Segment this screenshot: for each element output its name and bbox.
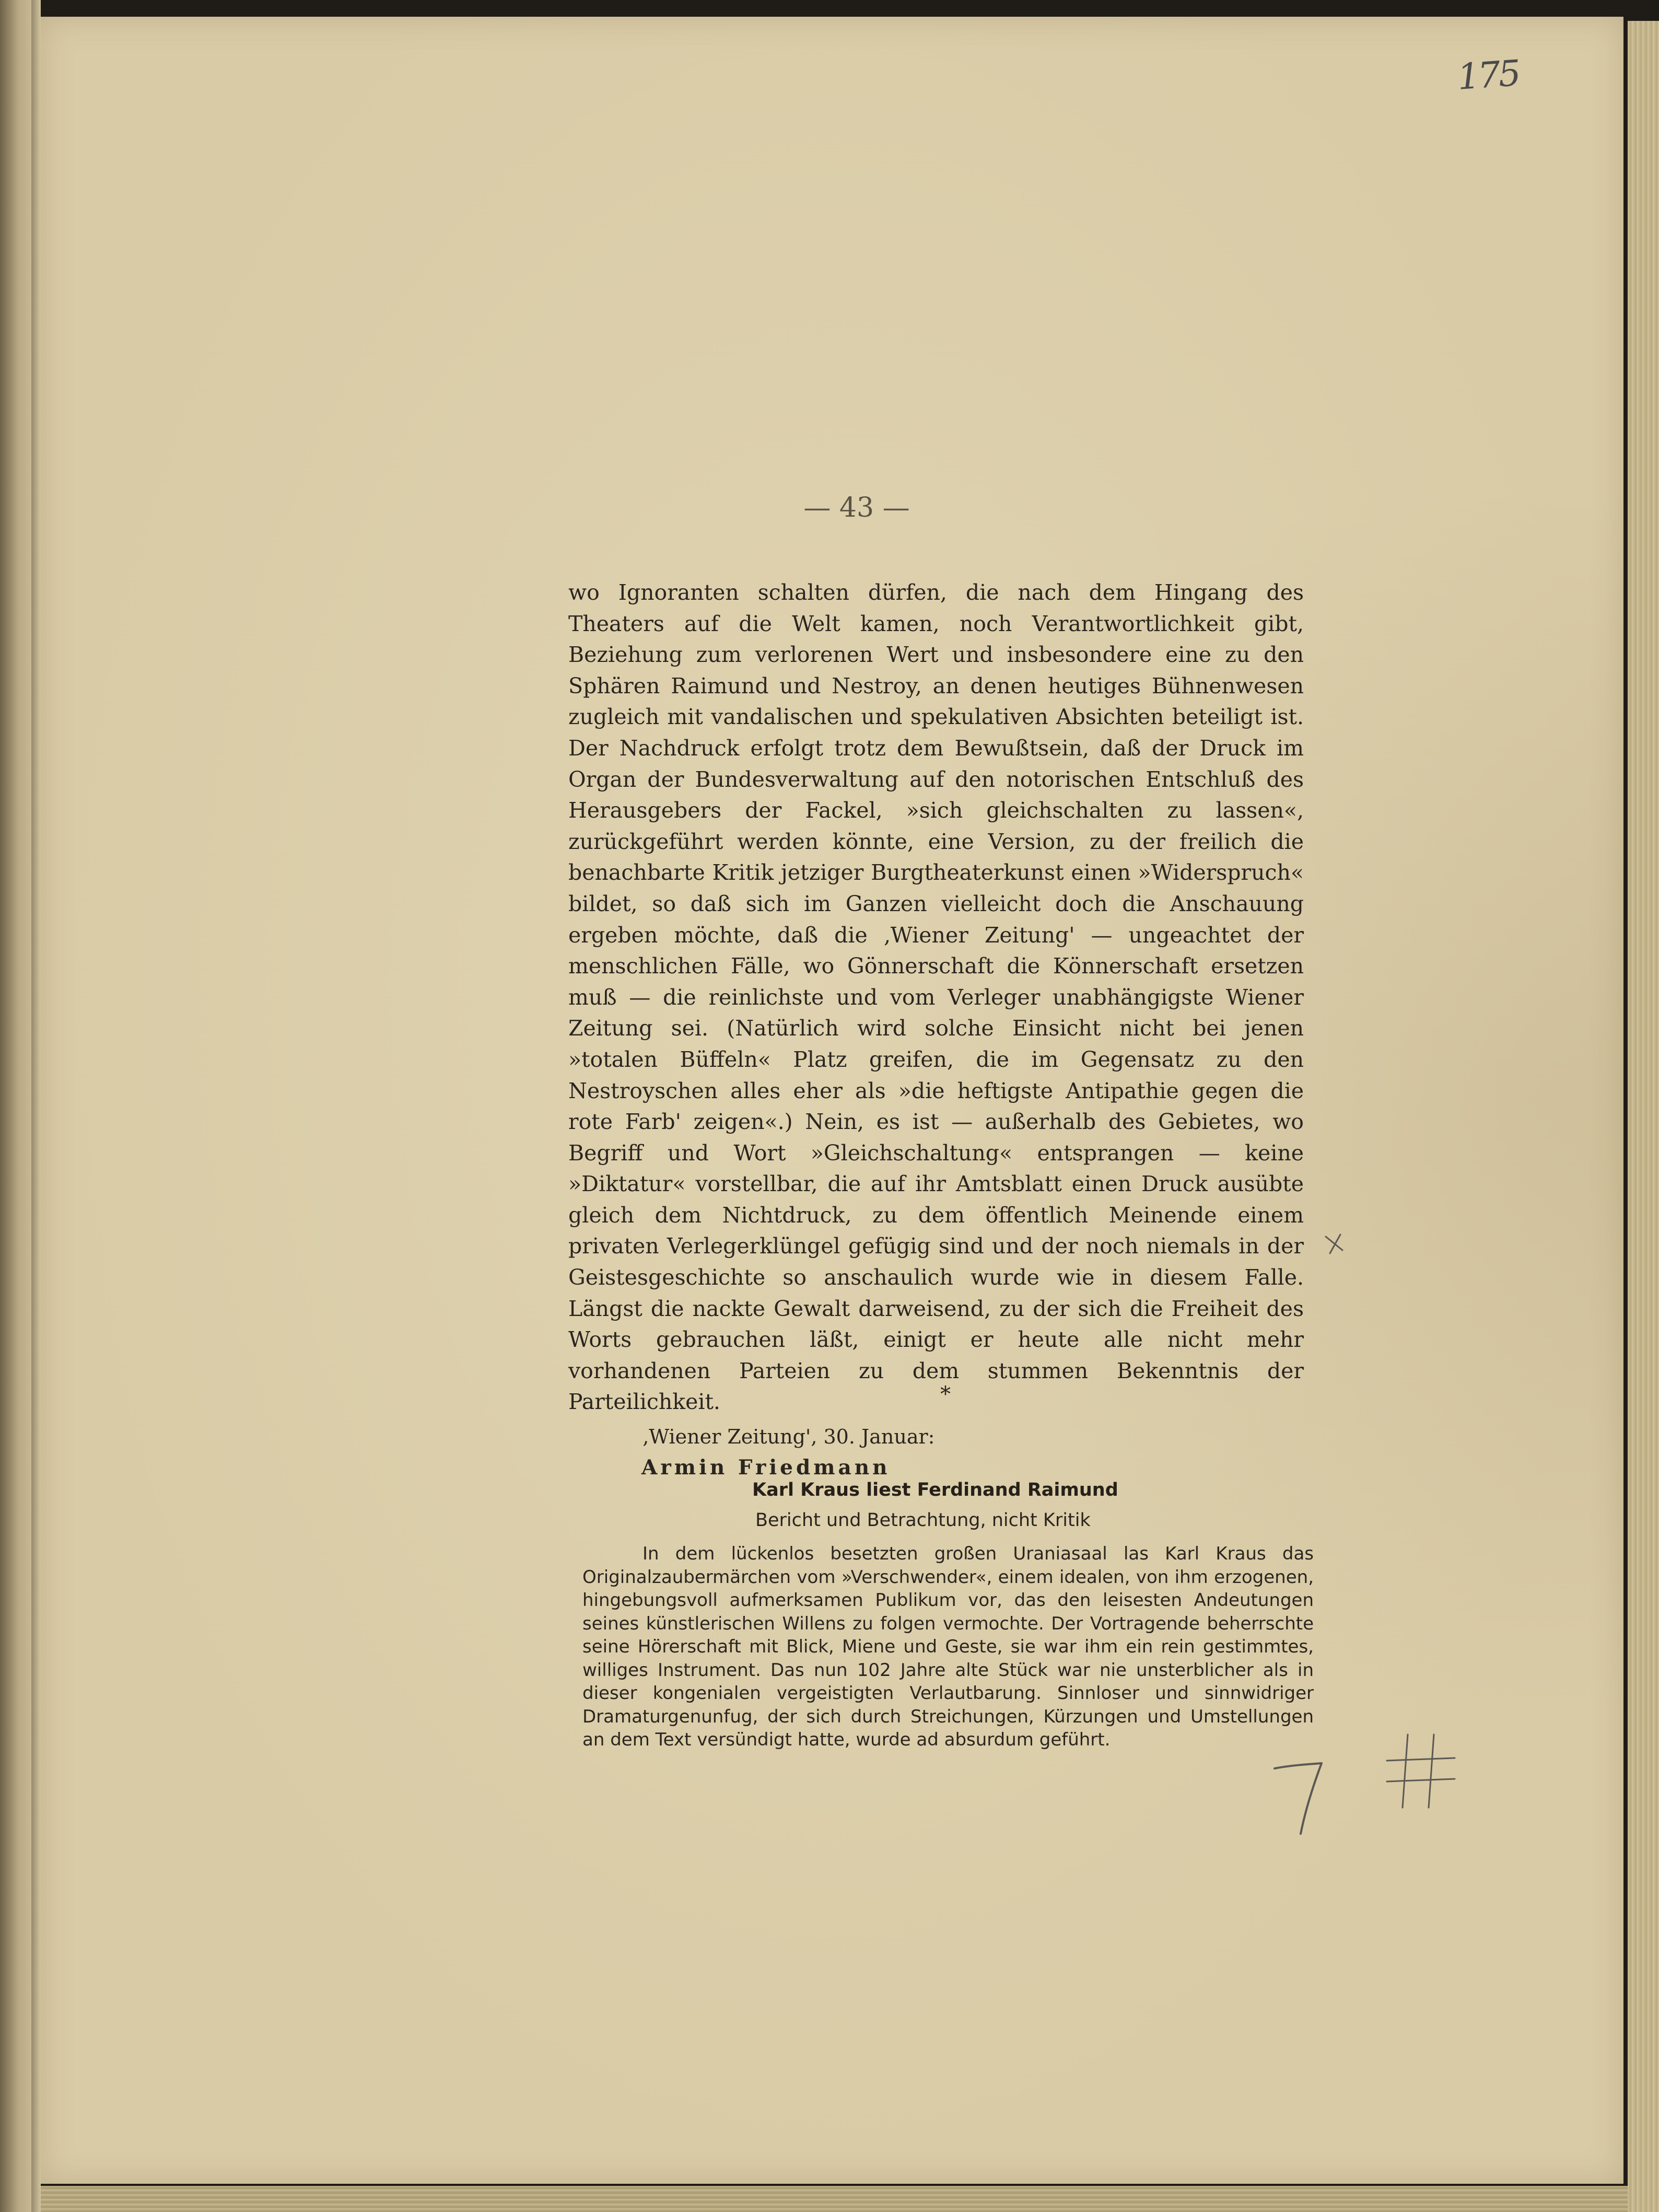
handwritten-folio-number: 175 xyxy=(1456,52,1521,99)
main-paragraph: wo Ignoranten schalten dürfen, die nach dem Hingang des Theaters auf die Welt kamen, noch Verantwortlichkeit gibt, Beziehung zum verlorenen Wert und insbesondere eine zu den Sphären Raimund und Nestroy, an denen heutiges Bühnenwesen zugleich mit vandalischen und spekulativen Absichten beteiligt ist. Der Nachdruck erfolgt trotz dem Bewußtsein, daß der Druck im Organ der Bundesverwaltung auf den notorischen Entschluß des Herausgebers der Fackel, »sich gleichschalten zu lassen«, zurückgeführt werden könnte, eine Version, zu der freilich die benachbarte Kritik jetziger Burgtheaterkunst einen »Widerspruch« bildet, so daß sich im Ganzen vielleicht doch die Anschauung ergeben möchte, daß die ‚Wiener Zeitung' — ungeachtet der menschlichen Fälle, wo Gönnerschaft die Könnerschaft ersetzen muß — die reinlichste und vom Verleger unabhängigste Wiener Zeitung sei. (Natürlich wird solche Einsicht nicht bei jenen »totalen Büffeln« Platz greifen, die im Gegensatz zu den Nestroyschen alles eher als »die heftigste Antipathie gegen die rote Farb' zeigen«.) Nein, es ist — außerhalb des Gebietes, wo Begriff und Wort »Gleichschaltung« entsprangen — keine »Diktatur« vorstellbar, die auf ihr Amtsblatt einen Druck ausübte gleich dem Nichtdruck, zu dem öffentlich Meinende einem privaten Verlegerklüngel gefügig sind und der noch niemals in der Geistesgeschichte so anschaulich wurde wie in diesem Falle. Längst die nackte Gewalt darweisend, zu der sich die Freiheit des Worts gebrauchen läßt, einigt er heute alle nicht mehr vorhandenen Parteien zu dem stummen Bekenntnis der Parteilichkeit. xyxy=(568,580,1304,1415)
source-citation: ‚Wiener Zeitung', 30. Januar: xyxy=(642,1425,935,1448)
right-page-stack xyxy=(1628,21,1659,2212)
page-number: — 43 — xyxy=(803,492,910,523)
article-author: Armin Friedmann xyxy=(641,1456,891,1480)
pencil-seven-mark xyxy=(1269,1758,1327,1836)
left-page-edge xyxy=(0,0,41,2212)
section-separator: * xyxy=(940,1382,951,1406)
pencil-hash-mark xyxy=(1384,1729,1457,1813)
pencil-cross-mark xyxy=(1322,1230,1348,1256)
bottom-page-stack xyxy=(41,2186,1628,2212)
article-subtitle: Bericht und Betrachtung, nicht Kritik xyxy=(755,1510,1091,1531)
article-title: Karl Kraus liest Ferdinand Raimund xyxy=(752,1480,1118,1500)
article-body: In dem lückenlos besetzten großen Uraniasaal las Karl Kraus das Originalzaubermärchen vom »Verschwender«, einem idealen, von ihm erzogenen, hingebungsvoll aufmerksamen Publikum vor, das den leisesten Andeutungen seines künstlerischen Willens zu folgen vermochte. Der Vortragende beherrschte seine Hörerschaft mit Blick, Miene und Geste, sie war ihm ein rein gestimmtes, williges Instrument. Das nun 102 Jahre alte Stück war nie unsterblicher als in dieser kongenialen vergeistigten Verlautbarung. Sinnloser und sinnwidriger Dramaturgenunfug, der sich durch Streichungen, Kürzungen und Umstellungen an dem Text versündigt hatte, wurde ad absurdum geführt. xyxy=(582,1543,1314,1750)
